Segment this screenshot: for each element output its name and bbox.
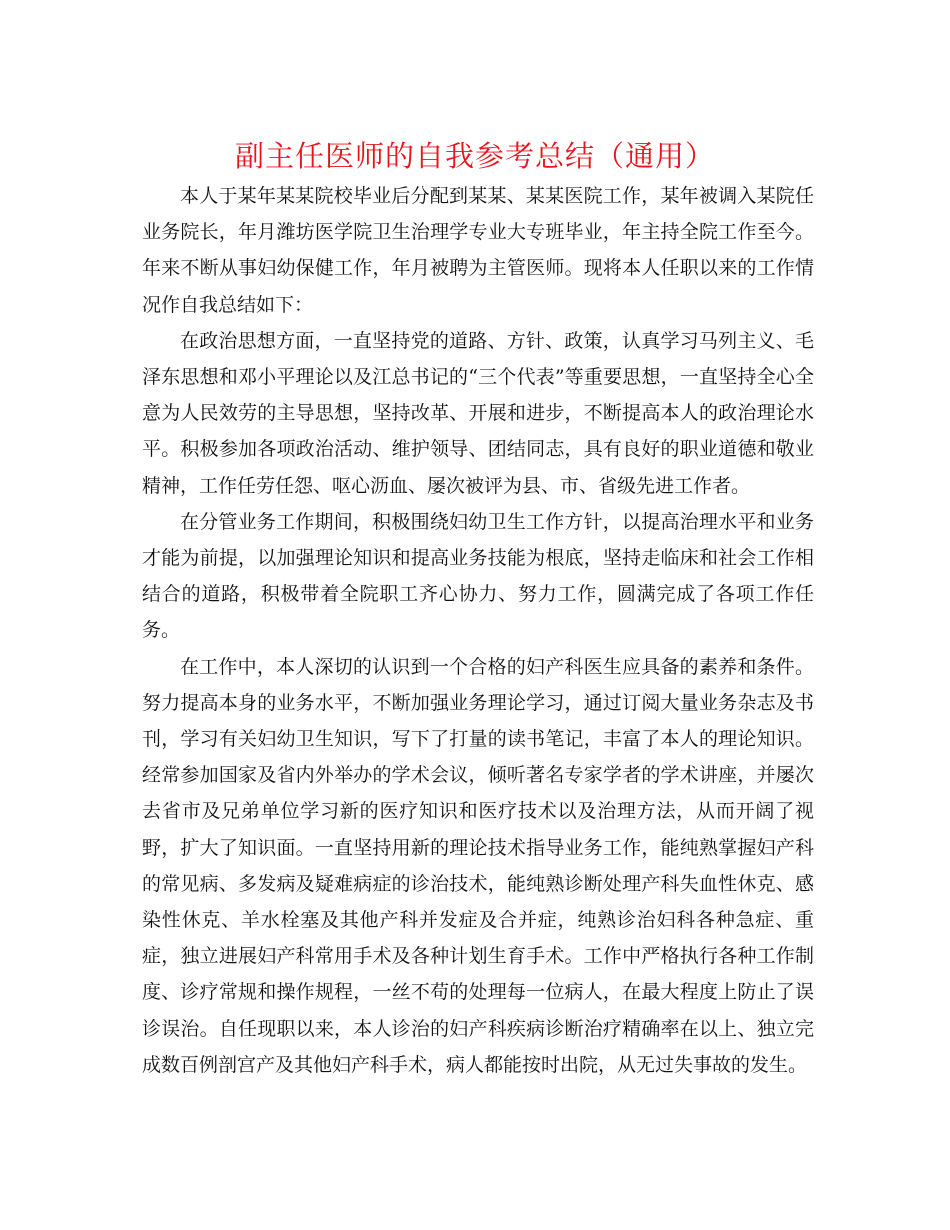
paragraph-intro: 本人于某年某某院校毕业后分配到某某、某某医院工作，某年被调入某院任业务院长，年月潍坊医学院卫生治理学专业大专班毕业，年主持全院工作至今。年来不断从事妇幼保健工作，年月被聘为主管医师。现将本人任职以来的工作情况作自我总结如下： xyxy=(142,185,814,316)
paragraph-political: 在政治思想方面，一直坚持党的道路、方针、政策，认真学习马列主义、毛泽东思想和邓小平理论以及江总书记的“三个代表”等重要思想，一直坚持全心全意为人民效劳的主导思想，坚持改革、开展和进步，不断提高本人的政治理论水平。积极参加各项政治活动、维护领导、团结同志，具有良好的职业道德和敬业精神，工作任劳任怨、呕心沥血、屡次被评为县、市、省级先进工作者。 xyxy=(142,329,814,497)
document-body xyxy=(142,178,814,1083)
paragraph-work: 在工作中，本人深切的认识到一个合格的妇产科医生应具备的素养和条件。努力提高本身的业务水平，不断加强业务理论学习，通过订阅大量业务杂志及书刊，学习有关妇幼卫生知识，写下了打量的读书笔记，丰富了本人的理论知识。经常参加国家及省内外举办的学术会议，倾听著名专家学者的学术讲座，并屡次去省市及兄弟单位学习新的医疗知识和医疗技术以及治理方法，从而开阔了视野，扩大了知识面。一直坚持用新的理论技术指导业务工作，能纯熟掌握妇产科的常见病、多发病及疑难病症的诊治技术，能纯熟诊断处理产科失血性休克、感染性休克、羊水栓塞及其他产科并发症及合并症，纯熟诊治妇科各种急症、重症，独立进展妇产科常用手术及各种计划生育手术。工作中严格执行各种工作制度、诊疗常规和操作规程，一丝不苟的处理每一位病人，在最大程度上防止了误诊误治。自任现职以来，本人诊治的妇产科疾病诊断治疗精确率在以上、独立完成数百例剖宫产及其他妇产科手术，病人都能按时出院，从无过失事故的发生。 xyxy=(142,655,814,1076)
paragraph-management: 在分管业务工作期间，积极围绕妇幼卫生工作方针，以提高治理水平和业务才能为前提，以加强理论知识和提高业务技能为根底，坚持走临床和社会工作相结合的道路，积极带着全院职工齐心协力、努力工作，圆满完成了各项工作任务。 xyxy=(142,510,814,642)
document-title: 副主任医师的自我参考总结（通用） xyxy=(234,139,715,173)
